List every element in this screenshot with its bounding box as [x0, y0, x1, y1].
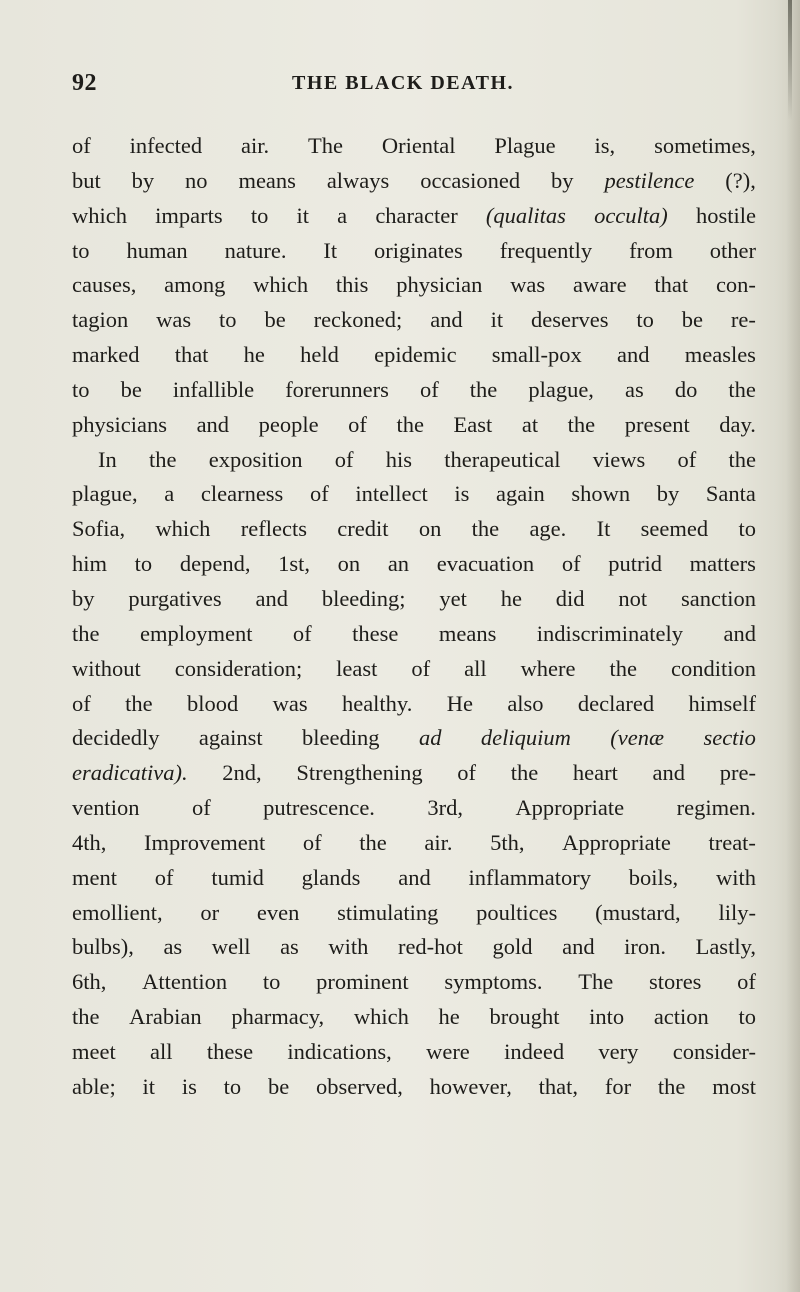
- word: shown: [571, 481, 631, 507]
- word: intellect: [355, 481, 428, 507]
- word: Strengthening: [296, 760, 423, 786]
- word: It: [323, 237, 338, 263]
- word: to: [72, 376, 90, 402]
- text-line: [72, 338, 756, 373]
- word: from: [629, 237, 673, 263]
- running-header: [72, 70, 752, 102]
- text-line: [72, 268, 756, 303]
- word: prominent: [316, 969, 409, 995]
- word: that: [174, 342, 209, 368]
- text-line: [72, 512, 756, 547]
- word: 3rd,: [427, 795, 463, 821]
- word: nature.: [224, 237, 287, 263]
- word: was: [510, 272, 546, 298]
- word: the: [72, 1004, 100, 1030]
- word: therapeutical: [444, 446, 561, 472]
- word: pre-: [719, 760, 756, 786]
- word: is,: [594, 133, 616, 158]
- word: condition: [670, 655, 756, 681]
- word: means: [238, 167, 296, 193]
- word: to: [262, 969, 281, 995]
- word: all: [464, 655, 487, 681]
- word: the: [396, 411, 424, 437]
- word: not: [618, 585, 648, 611]
- word: to: [134, 551, 153, 577]
- word: and: [617, 342, 650, 368]
- word: and: [430, 307, 463, 333]
- word: healthy.: [341, 690, 413, 716]
- word: human: [126, 237, 188, 263]
- word: people: [258, 411, 319, 437]
- word: reflects: [240, 516, 307, 542]
- word: blood: [186, 690, 239, 716]
- word: ad: [418, 725, 442, 751]
- word: a: [337, 202, 348, 228]
- word: poultices: [476, 899, 558, 925]
- text-line: [72, 129, 756, 164]
- text-line: [72, 1070, 756, 1105]
- word: the: [469, 376, 498, 402]
- word: re-: [730, 307, 756, 333]
- word: frequently: [499, 237, 593, 263]
- text-line: [72, 861, 756, 896]
- word: Plague: [494, 133, 556, 158]
- text-line: [72, 408, 756, 443]
- word: very: [598, 1038, 639, 1064]
- running-title: THE BLACK DEATH.: [292, 72, 514, 94]
- word: with: [328, 934, 369, 960]
- word: of: [348, 411, 367, 437]
- word: the: [609, 655, 637, 681]
- word: 6th,: [72, 969, 107, 995]
- word: The: [307, 133, 343, 158]
- word: and: [652, 760, 686, 786]
- word: among: [164, 272, 226, 298]
- word: physician: [396, 272, 483, 298]
- word: symptoms.: [444, 969, 543, 995]
- word: decidedly: [72, 725, 160, 751]
- word: of: [191, 795, 211, 821]
- text-line: [72, 791, 756, 826]
- word: It: [596, 516, 611, 542]
- word: to: [738, 1004, 756, 1030]
- word: Lastly,: [695, 934, 756, 960]
- word: means: [438, 620, 497, 646]
- word: deserves: [530, 307, 609, 333]
- word: his: [385, 446, 413, 472]
- word: or: [200, 899, 220, 925]
- word: the: [149, 446, 177, 472]
- text-line: [72, 896, 756, 931]
- word: pestilence: [604, 167, 695, 193]
- word: be: [681, 307, 703, 333]
- word: stimulating: [337, 899, 439, 925]
- text-line: [72, 234, 756, 269]
- word: infected: [129, 133, 203, 158]
- word: indiscriminately: [536, 620, 684, 646]
- word: of: [292, 620, 312, 646]
- word: however,: [429, 1073, 512, 1099]
- word: sectio: [703, 725, 756, 751]
- word: aware: [572, 272, 627, 298]
- word: on: [418, 516, 442, 542]
- word: the: [125, 690, 153, 716]
- word: putrid: [608, 551, 662, 577]
- text-line: [72, 652, 756, 687]
- word: to: [72, 237, 90, 263]
- word: tumid: [211, 864, 264, 890]
- word: Santa: [705, 481, 756, 507]
- word: is: [454, 481, 470, 507]
- word: to: [223, 1073, 242, 1099]
- word: him: [72, 551, 108, 577]
- word: of: [334, 446, 354, 472]
- word: into: [589, 1004, 625, 1030]
- word: himself: [688, 690, 756, 716]
- word: it: [142, 1073, 156, 1099]
- word: to: [738, 516, 756, 542]
- word: age.: [529, 516, 567, 542]
- word: measles: [684, 342, 756, 368]
- word: on: [337, 551, 361, 577]
- word: by: [551, 167, 574, 193]
- word: 2nd,: [222, 760, 262, 786]
- word: (venæ: [610, 725, 665, 751]
- word: vention: [72, 795, 140, 821]
- word: (mustard,: [595, 899, 681, 925]
- word: it: [490, 307, 504, 333]
- word: with: [715, 864, 756, 890]
- word: brought: [489, 1004, 560, 1030]
- word: views: [592, 446, 646, 472]
- word: consideration;: [174, 655, 303, 681]
- word: depend,: [179, 551, 251, 577]
- word: as: [163, 934, 183, 960]
- word: causes,: [72, 272, 137, 298]
- word: also: [507, 690, 544, 716]
- word: without: [72, 655, 141, 681]
- word: least: [336, 655, 378, 681]
- word: pharmacy,: [231, 1004, 325, 1030]
- word: at: [521, 411, 539, 437]
- word: 1st,: [278, 551, 310, 577]
- word: of: [737, 969, 756, 995]
- word: matters: [689, 551, 756, 577]
- word: employment: [139, 620, 253, 646]
- word: by: [656, 481, 680, 507]
- word: Oriental: [381, 133, 456, 158]
- text-line: [72, 443, 756, 478]
- text-line: [72, 756, 756, 791]
- word: as: [625, 376, 644, 402]
- word: was: [156, 307, 192, 333]
- word: Sofia,: [72, 516, 126, 542]
- word: and: [196, 411, 230, 437]
- word: sometimes,: [654, 133, 756, 158]
- word: ment: [72, 864, 117, 890]
- text-line: [72, 1000, 756, 1035]
- word: hostile: [695, 202, 756, 228]
- word: these: [352, 620, 399, 646]
- word: other: [709, 237, 756, 263]
- word: emollient,: [72, 899, 163, 925]
- word: regimen.: [676, 795, 756, 821]
- word: the: [567, 411, 596, 437]
- word: The: [578, 969, 614, 995]
- word: a: [164, 481, 175, 507]
- word: the: [471, 516, 500, 542]
- word: were: [426, 1038, 470, 1064]
- word: it: [296, 202, 309, 228]
- word: as: [280, 934, 299, 960]
- text-line: [72, 547, 756, 582]
- word: heart: [572, 760, 618, 786]
- word: putrescence.: [263, 795, 375, 821]
- word: (?),: [725, 167, 756, 193]
- word: of: [457, 760, 477, 786]
- word: which: [353, 1004, 409, 1030]
- word: He: [446, 690, 473, 716]
- word: clearness: [200, 481, 284, 507]
- text-line: [72, 687, 756, 722]
- word: well: [211, 934, 251, 960]
- word: did: [555, 585, 585, 611]
- word: he: [243, 342, 265, 368]
- word: be: [264, 307, 286, 333]
- word: was: [272, 690, 308, 716]
- word: physicians: [72, 411, 167, 437]
- word: boils,: [628, 864, 679, 890]
- word: present: [624, 411, 690, 437]
- word: the: [657, 1073, 686, 1099]
- word: held: [300, 342, 339, 368]
- text-line: [72, 1035, 756, 1070]
- word: even: [256, 899, 300, 925]
- word: is: [181, 1073, 197, 1099]
- word: the: [728, 446, 756, 472]
- word: of: [154, 864, 174, 890]
- text-line: [72, 199, 756, 234]
- text-line: [72, 930, 756, 965]
- word: East: [453, 411, 493, 437]
- word: tagion: [72, 307, 129, 333]
- body-text: [72, 129, 756, 1105]
- word: which: [253, 272, 309, 298]
- word: (qualitas: [485, 202, 566, 228]
- word: plague,: [72, 481, 138, 507]
- word: no: [185, 167, 208, 193]
- word: of: [419, 376, 439, 402]
- word: Improvement: [144, 829, 266, 855]
- word: air.: [240, 133, 270, 158]
- word: of: [302, 829, 322, 855]
- word: an: [387, 551, 410, 577]
- word: originates: [374, 237, 463, 263]
- word: Appropriate: [562, 829, 671, 855]
- word: be: [120, 376, 142, 402]
- word: for: [604, 1073, 632, 1099]
- text-line: [72, 965, 756, 1000]
- word: action: [653, 1004, 709, 1030]
- text-line: [72, 721, 756, 756]
- text-line: [72, 582, 756, 617]
- word: do: [674, 376, 698, 402]
- word: iron.: [624, 934, 667, 960]
- word: seemed: [640, 516, 709, 542]
- page-edge-shading: [786, 0, 800, 1292]
- word: which: [155, 516, 211, 542]
- word: Arabian: [129, 1004, 202, 1030]
- word: imparts: [155, 202, 223, 228]
- word: but: [72, 167, 101, 193]
- word: he: [500, 585, 522, 611]
- word: always: [326, 167, 390, 193]
- word: inflammatory: [468, 864, 591, 890]
- word: occasioned: [420, 167, 521, 193]
- word: treat-: [708, 829, 756, 855]
- word: exposition: [208, 446, 303, 472]
- word: this: [335, 272, 369, 298]
- word: meet: [72, 1038, 116, 1064]
- word: small-pox: [491, 342, 582, 368]
- word: of: [72, 690, 91, 716]
- word: purgatives: [128, 585, 222, 611]
- word: of: [411, 655, 431, 681]
- word: 5th,: [490, 829, 525, 855]
- word: Appropriate: [515, 795, 625, 821]
- word: all: [150, 1038, 173, 1064]
- word: to: [636, 307, 654, 333]
- word: credit: [337, 516, 389, 542]
- word: evacuation: [436, 551, 535, 577]
- word: the: [728, 376, 756, 402]
- word: to: [250, 202, 269, 228]
- word: and: [255, 585, 288, 611]
- word: he: [438, 1004, 460, 1030]
- word: able;: [72, 1073, 116, 1099]
- word: by: [72, 585, 95, 611]
- word: lily-: [718, 899, 756, 925]
- word: day.: [719, 411, 756, 437]
- word: most: [712, 1073, 756, 1099]
- word: epidemic: [374, 342, 457, 368]
- word: consider-: [672, 1038, 756, 1064]
- word: gold: [492, 934, 533, 960]
- word: to: [219, 307, 237, 333]
- word: bleeding: [302, 725, 380, 751]
- text-line: [72, 303, 756, 338]
- text-line: [72, 477, 756, 512]
- word: and: [723, 620, 756, 646]
- word: Attention: [142, 969, 228, 995]
- word: marked: [72, 342, 140, 368]
- word: reckoned;: [313, 307, 403, 333]
- word: stores: [648, 969, 702, 995]
- word: air.: [424, 829, 453, 855]
- page-number: 92: [72, 70, 97, 96]
- word: bleeding;: [321, 585, 406, 611]
- word: red-hot: [397, 934, 463, 960]
- word: of: [561, 551, 581, 577]
- word: glands: [301, 864, 361, 890]
- word: character: [375, 202, 458, 228]
- word: against: [198, 725, 263, 751]
- word: by: [131, 167, 155, 193]
- word: where: [520, 655, 576, 681]
- word: the: [72, 620, 100, 646]
- text-line: [72, 826, 756, 861]
- word: bulbs),: [72, 934, 134, 960]
- word: the: [359, 829, 387, 855]
- word: sanction: [680, 585, 756, 611]
- word: that,: [538, 1073, 579, 1099]
- word: con-: [715, 272, 756, 298]
- word: yet: [439, 585, 467, 611]
- binding-shadow: [788, 0, 792, 120]
- text-line: [72, 373, 756, 408]
- text-line: [72, 617, 756, 652]
- word: indications,: [287, 1038, 392, 1064]
- word: again: [496, 481, 545, 507]
- word: eradicativa).: [72, 760, 188, 786]
- word: observed,: [316, 1073, 403, 1099]
- word: plague,: [528, 376, 594, 402]
- word: of: [309, 481, 329, 507]
- word: 4th,: [72, 829, 107, 855]
- word: occulta): [594, 202, 668, 228]
- word: declared: [577, 690, 655, 716]
- word: indeed: [504, 1038, 565, 1064]
- word: be: [267, 1073, 290, 1099]
- word: and: [562, 934, 595, 960]
- word: which: [72, 202, 127, 228]
- word: the: [510, 760, 539, 786]
- word: In: [98, 446, 117, 472]
- word: that: [654, 272, 689, 298]
- word: and: [398, 864, 431, 890]
- word: these: [206, 1038, 254, 1064]
- word: of: [72, 133, 91, 158]
- word: deliquium: [480, 725, 571, 751]
- word: forerunners: [285, 376, 389, 402]
- word: infallible: [172, 376, 255, 402]
- word: of: [677, 446, 697, 472]
- text-line: [72, 164, 756, 199]
